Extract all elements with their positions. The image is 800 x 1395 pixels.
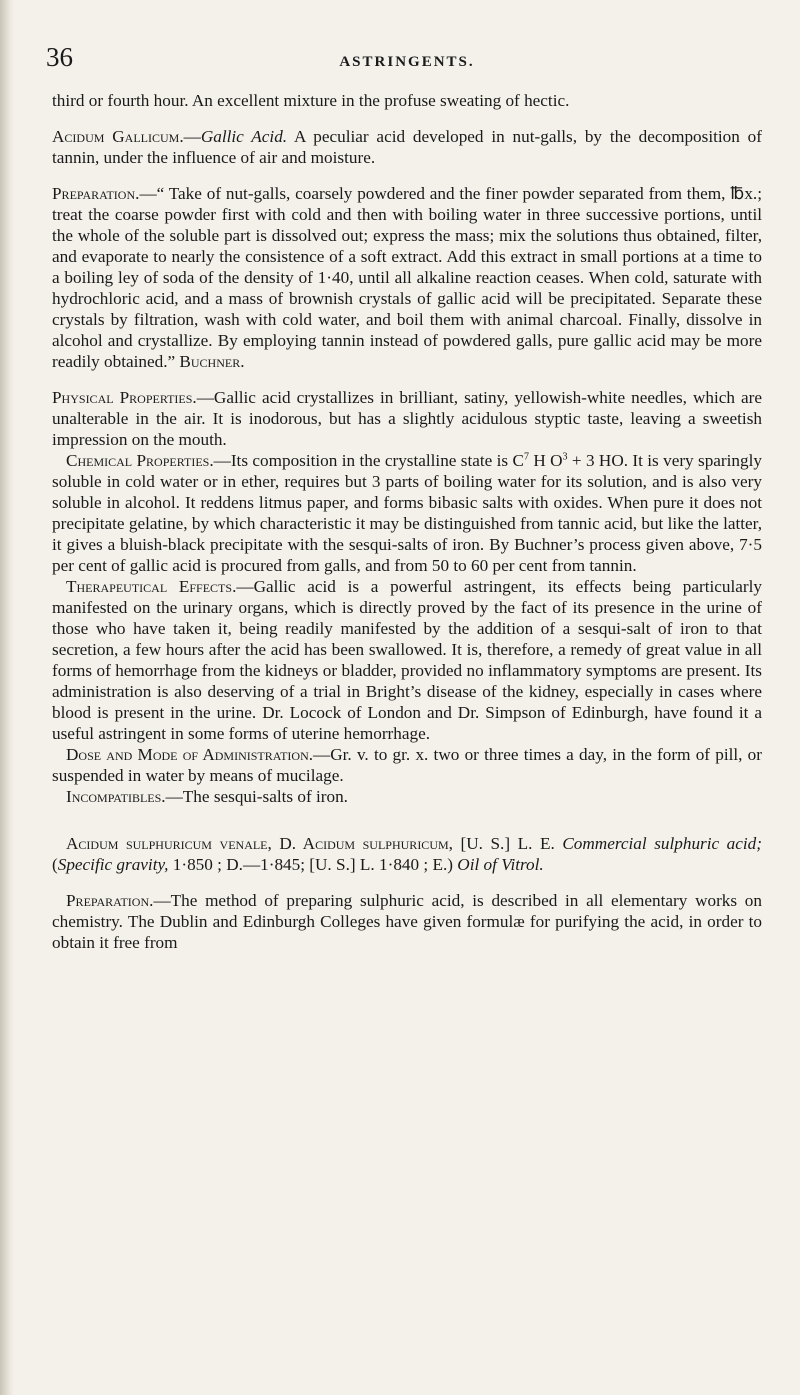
gallic-acid-description: A peculiar acid developed in nut-galls, by the decomposition of tannin, under the influence of air and moisture. (52, 127, 762, 167)
heading-chemical-properties: Chemical Properties. (66, 451, 214, 470)
heading-physical-properties: Physical Properties. (52, 388, 197, 407)
therapeutical-effects-text: —Gallic acid is a powerful astringent, its effects being particularly manifested on the urinary organs, which is directly proved by the fact of its presence in the urine of those who have taken it, being readily manifested by the addition of a sesqui-salt of iron to that secretion, a few hours after the acid has been swallowed. It is, therefore, a remedy of great value in all forms of hemorrhage from the kidneys or bladder, provided no inflammatory symptoms are present. Its administration is also deserving of a trial in Bright’s disease of the kidney, especially in cases where blood is present in the urine. Dr. Locock of London and Dr. Simpson of Edinburgh, have found it a useful astringent in some forms of uterine hemorrhage. (52, 577, 762, 743)
heading-preparation: Preparation. (52, 184, 140, 203)
sulphuric-text-c: 1·850 ; D.—1·845; [U. S.] L. 1·840 ; E.) (168, 855, 458, 874)
paragraph-incompatibles (52, 786, 762, 807)
incompatibles-text: —The sesqui-salts of iron. (165, 787, 348, 806)
oil-of-vitrol: Oil of Vitrol. (457, 855, 544, 874)
heading-sulphuric-preparation: Preparation. (66, 891, 154, 910)
heading-acidum-gallicum: Acidum Gallicum. (52, 127, 184, 146)
formula-superscript-7: 7 (523, 451, 529, 463)
paragraph-acidum-gallicum (52, 126, 762, 168)
heading-incompatibles: Incompatibles. (66, 787, 166, 806)
paragraph-dose (52, 744, 762, 786)
heading-dash: — (183, 127, 201, 146)
heading-gallic-acid: Gallic Acid. (200, 127, 288, 146)
page-number: 36 (46, 42, 73, 72)
book-binding-shadow (0, 0, 14, 1395)
book-page (46, 42, 763, 953)
heading-dose: Dose and Mode of Administration. (66, 745, 314, 764)
paragraph-physical-properties (52, 387, 762, 450)
commercial-sulphuric-acid: Commercial sulphuric acid; (562, 834, 762, 853)
paragraph-sulphuric-preparation (52, 890, 762, 953)
paragraph-hectic: third or fourth hour. An excellent mixture in the profuse sweating of hectic. (52, 91, 570, 110)
preparation-text: —“ Take of nut-galls, coarsely powdered and the finer powder separated from them, ℔x.; treat the coarse powder first with cold and then with boiling water in three successive portions, until the whole of the soluble part is dissolved out; express the mass; mix the solutions thus obtained, filter, and evaporate to nearly the consistence of a soft extract. Add this extract in small portions at a time to a boiling ley of soda of the density of 1·40, until all alkaline reaction ceases. When cold, saturate with hydrochloric acid, and a mass of brownish crystals of gallic acid will be precipitated. Separate these crystals by filtration, wash with cold water, and boil them with animal charcoal. Finally, dissolve in alcohol and crystallize. By employing tannin instead of powdered galls, pure gallic acid may be more readily obtained.” (52, 184, 762, 371)
sulphuric-text-b: ( (52, 855, 58, 874)
paragraph-chemical-properties (52, 450, 762, 576)
dose-text: —Gr. v. to gr. x. two or three times a day, in the form of pill, or suspended in water by means of mucilage. (52, 745, 763, 785)
chemical-text-c: + 3 HO. It is very sparingly soluble in cold water or in ether, requires but 3 parts of boiling water for its solution, and is also very soluble in alcohol. It reddens litmus paper, and forms bibasic salts with oxides. When pure it does not precipitate gelatine, by which characteristic it may be distinguished from tannic acid, but like the latter, it gives a bluish-black precipitate with the sesqui-salts of iron. By Buchner’s process given above, 7·5 per cent of gallic acid is procured from galls, and from 50 to 60 per cent from tannin. (52, 451, 762, 575)
page-header (46, 42, 762, 76)
paragraph-acidum-sulphuricum (52, 833, 762, 875)
chemical-text-a: —Its composition in the crystalline state is C (213, 451, 524, 470)
chemical-text-b: H O (528, 451, 563, 470)
formula-superscript-3: 3 (562, 451, 568, 463)
heading-acidum-sulphuricum: Acidum sulphuricum venale, D. Acidum sulphuricum, (66, 834, 453, 853)
paragraph-therapeutical-effects (52, 576, 762, 744)
paragraph-preparation (52, 183, 762, 372)
specific-gravity-label: Specific gravity, (57, 855, 169, 874)
heading-therapeutical-effects: Therapeutical Effects. (66, 577, 237, 596)
author-buchner: Buchner. (179, 352, 245, 371)
sulphuric-text-a: [U. S.] L. E. (452, 834, 563, 853)
sulphuric-preparation-text: —The method of preparing sulphuric acid, is described in all elementary works on chemistry. The Dublin and Edinburgh Colleges have given formulæ for purifying the acid, in order to obtain it free from (52, 891, 762, 952)
physical-properties-text: —Gallic acid crystallizes in brilliant, satiny, yellowish-white needles, which are unalterable in the air. It is inodorous, but has a slightly acidulous styptic taste, leaving a sweetish impression on the mouth. (52, 388, 762, 449)
running-title: ASTRINGENTS. (339, 54, 475, 70)
